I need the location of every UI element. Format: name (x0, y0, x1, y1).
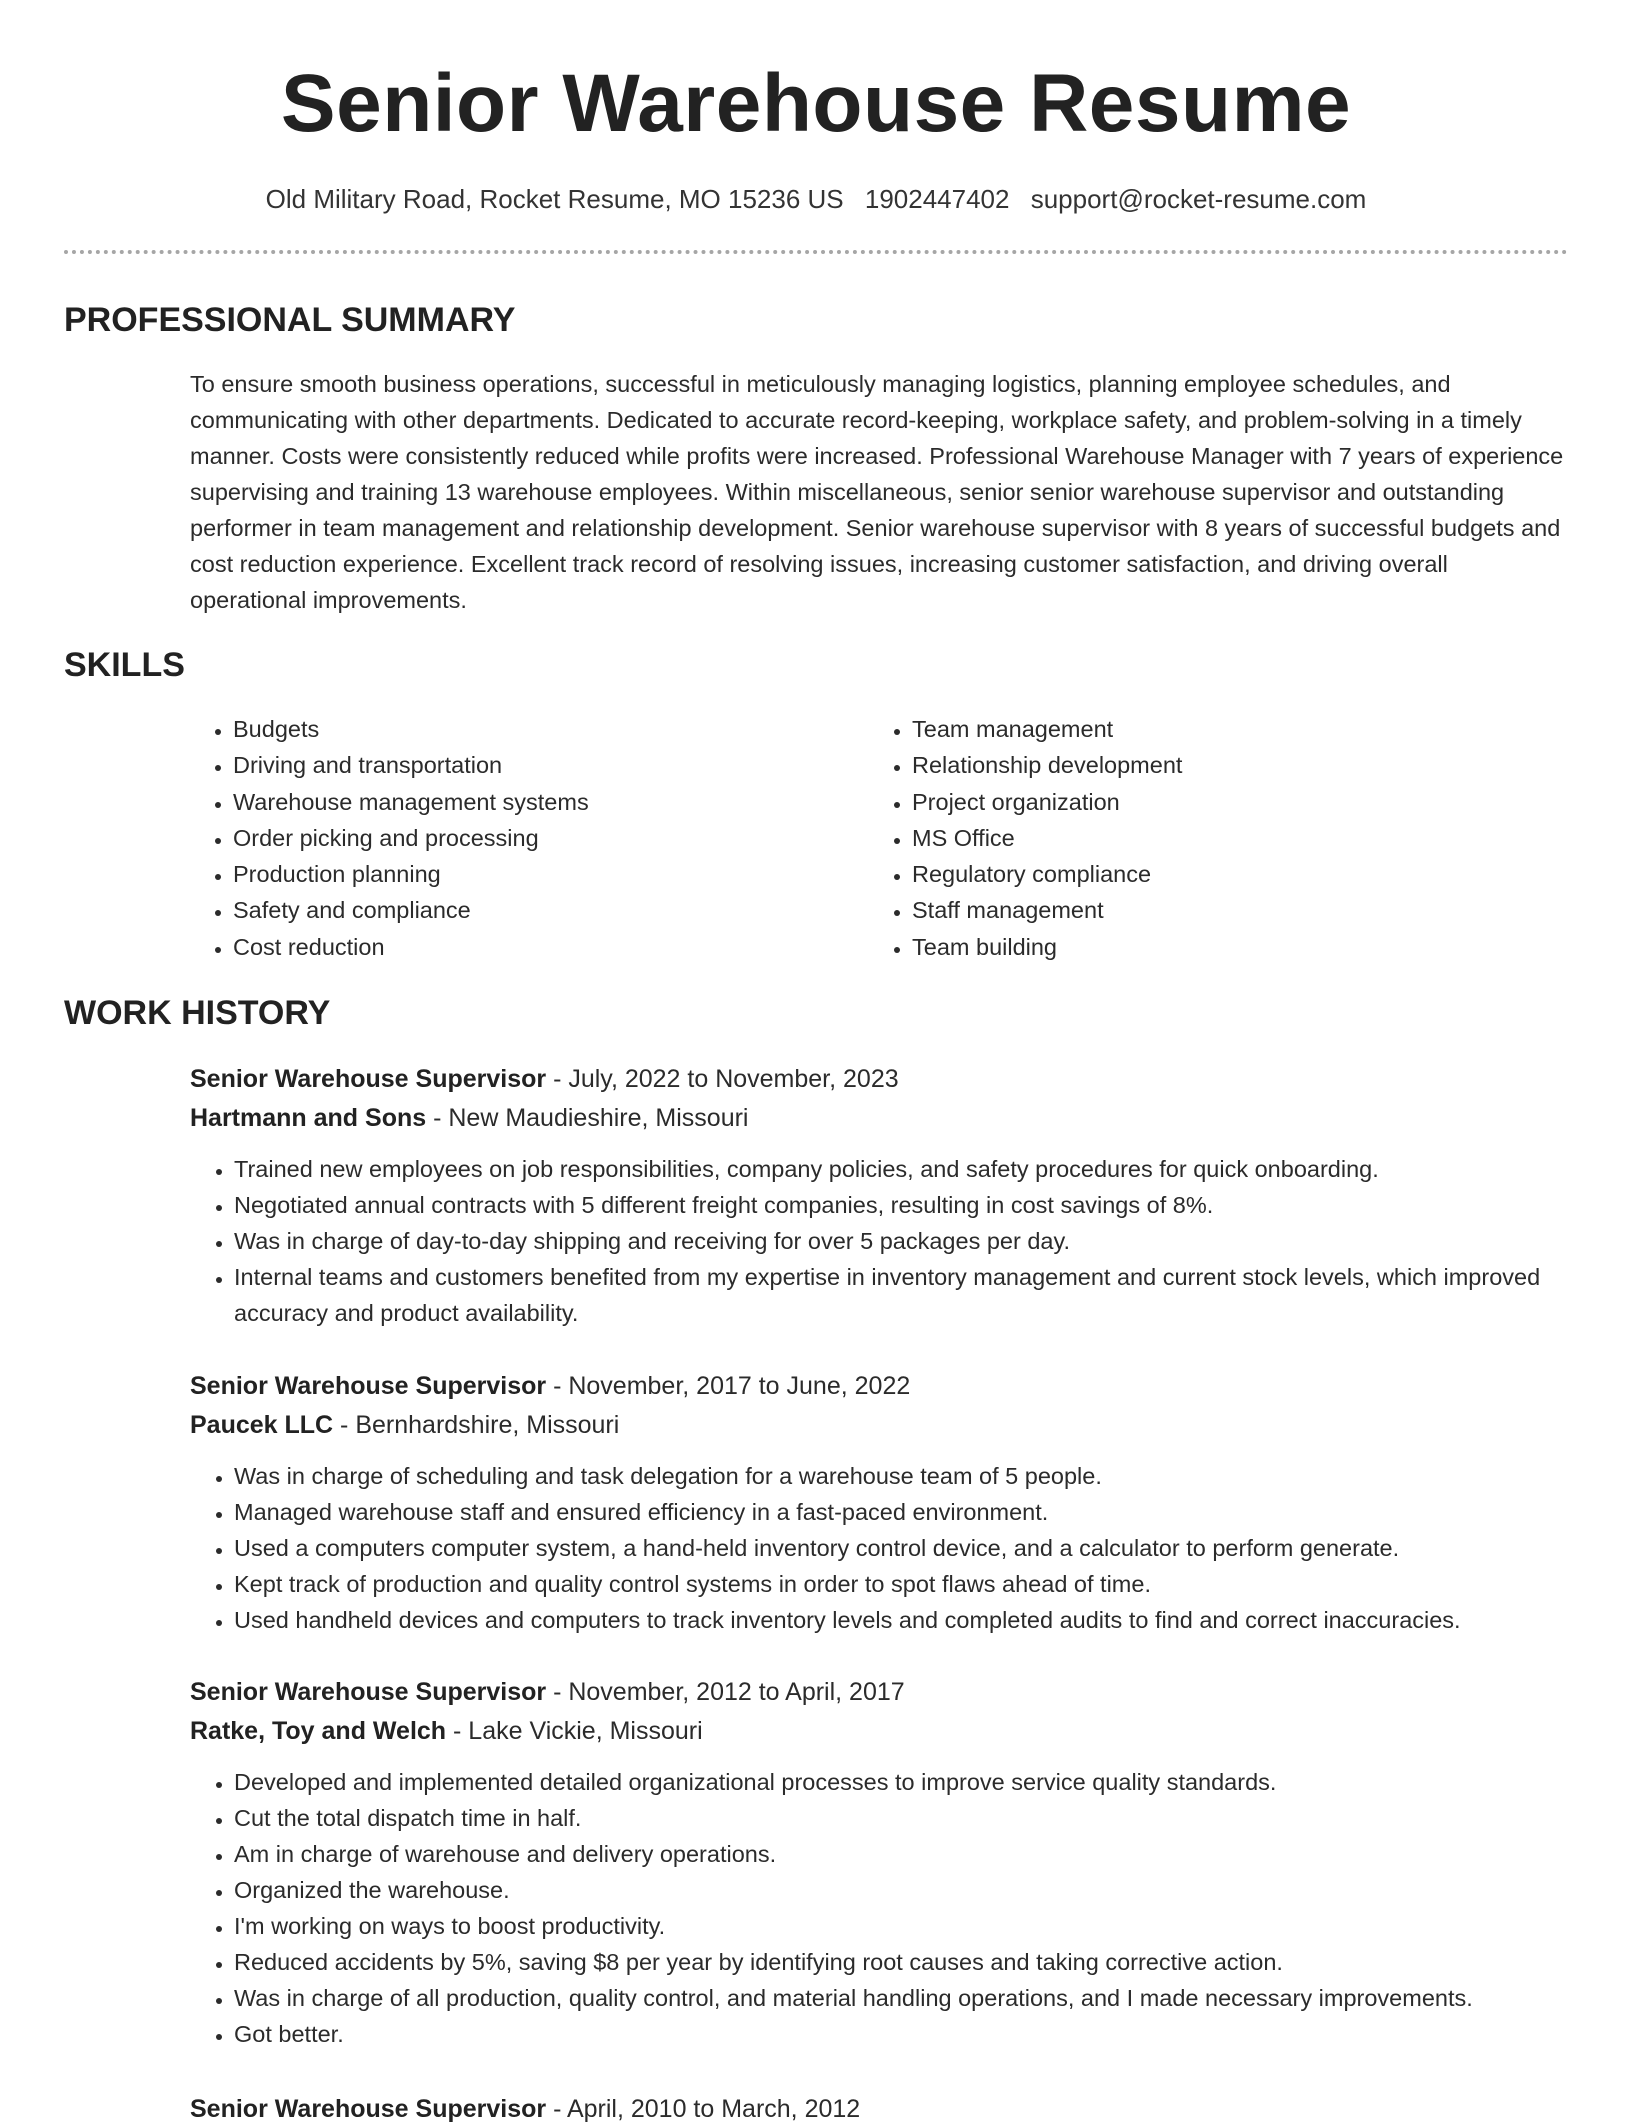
skills-list-right (868, 711, 1182, 965)
skill-item: • MS Office (912, 820, 1182, 856)
job-entry (190, 1673, 1568, 2052)
skill-item: • Production planning (233, 856, 589, 892)
job-location: - Lake Vickie, Missouri (446, 1717, 703, 1745)
section-title-summary: PROFESSIONAL SUMMARY (64, 301, 516, 339)
job-bullets (190, 1764, 1568, 2052)
skill-item: • Warehouse management systems (233, 784, 589, 820)
job-company-line (190, 1099, 1568, 1137)
job-bullet: • Used handheld devices and computers to track inventory levels and completed audits to find and correct inaccuracies. (234, 1602, 1568, 1638)
job-dates: - November, 2012 to April, 2017 (546, 1678, 905, 1706)
skill-item: • Project organization (912, 784, 1182, 820)
job-title-line (190, 2090, 1568, 2128)
contact-email: support@rocket-resume.com (1030, 184, 1367, 214)
skill-item: • Team management (912, 711, 1182, 747)
skill-item: • Staff management (912, 892, 1182, 928)
job-title: Senior Warehouse Supervisor (190, 1065, 547, 1093)
job-bullets (190, 1151, 1568, 1331)
job-bullet: • Internal teams and customers benefited from my expertise in inventory management and current stock levels, which improved accuracy and product availability. (234, 1259, 1568, 1331)
skill-item: • Team building (912, 929, 1182, 965)
job-bullet: • Cut the total dispatch time in half. (234, 1800, 1568, 1836)
section-title-skills: SKILLS (64, 646, 185, 684)
contact-address: Old Military Road, Rocket Resume, MO 15236 US (265, 184, 844, 214)
job-bullet: • Kept track of production and quality control systems in order to spot flaws ahead of time. (234, 1566, 1568, 1602)
job-bullet: • Was in charge of day-to-day shipping and receiving for over 5 packages per day. (234, 1223, 1568, 1259)
job-bullet: • Used a computers computer system, a hand-held inventory control device, and a calculator to perform generate. (234, 1530, 1568, 1566)
skill-item: • Order picking and processing (233, 820, 589, 856)
job-bullet: • Was in charge of all production, quality control, and material handling operations, and I made necessary improvements. (234, 1980, 1568, 2016)
job-title-line (190, 1673, 1568, 1711)
job-title: Senior Warehouse Supervisor (190, 1678, 547, 1706)
job-company: Ratke, Toy and Welch (190, 1717, 447, 1745)
job-bullet: • Am in charge of warehouse and delivery operations. (234, 1836, 1568, 1872)
skill-item: • Relationship development (912, 747, 1182, 783)
job-dates: - July, 2022 to November, 2023 (546, 1065, 899, 1093)
contact-line (0, 182, 1632, 216)
contact-phone: 1902447402 (864, 184, 1010, 214)
job-title-line (190, 1060, 1568, 1098)
skill-item: • Driving and transportation (233, 747, 589, 783)
job-bullet: • I'm working on ways to boost productivity. (234, 1908, 1568, 1944)
job-bullet: • Organized the warehouse. (234, 1872, 1568, 1908)
resume-title: Senior Warehouse Resume (280, 58, 1352, 149)
job-bullet: • Got better. (234, 2016, 1568, 2052)
skill-item: • Regulatory compliance (912, 856, 1182, 892)
skill-item: • Safety and compliance (233, 892, 589, 928)
job-title: Senior Warehouse Supervisor (190, 1372, 547, 1400)
job-location: - Bernhardshire, Missouri (333, 1411, 620, 1439)
job-bullet: • Developed and implemented detailed organizational processes to improve service quality standards. (234, 1764, 1568, 1800)
skill-item: • Budgets (233, 711, 589, 747)
job-entry (190, 1060, 1568, 1331)
job-location: - New Maudieshire, Missouri (426, 1104, 749, 1132)
job-company-line (190, 1712, 1568, 1750)
job-dates: - April, 2010 to March, 2012 (546, 2095, 861, 2123)
job-company: Paucek LLC (190, 1411, 334, 1439)
job-title: Senior Warehouse Supervisor (190, 2095, 547, 2123)
job-company-line (190, 1406, 1568, 1444)
job-company: Hartmann and Sons (190, 1104, 427, 1132)
job-bullets (190, 1458, 1568, 1638)
job-bullet: • Trained new employees on job responsibilities, company policies, and safety procedures for quick onboarding. (234, 1151, 1568, 1187)
job-entry (190, 2090, 1568, 2128)
skill-item: • Cost reduction (233, 929, 589, 965)
job-bullet: • Reduced accidents by 5%, saving $8 per year by identifying root causes and taking corrective action. (234, 1944, 1568, 1980)
job-bullet: • Was in charge of scheduling and task delegation for a warehouse team of 5 people. (234, 1458, 1568, 1494)
job-bullet: • Negotiated annual contracts with 5 different freight companies, resulting in cost savings of 8%. (234, 1187, 1568, 1223)
job-entry (190, 1367, 1568, 1638)
section-title-work-history: WORK HISTORY (64, 994, 331, 1032)
skills-list-left (189, 711, 589, 965)
job-dates: - November, 2017 to June, 2022 (546, 1372, 911, 1400)
job-bullet: • Managed warehouse staff and ensured efficiency in a fast-paced environment. (234, 1494, 1568, 1530)
job-title-line (190, 1367, 1568, 1405)
header-divider (64, 250, 1568, 254)
summary-text: To ensure smooth business operations, successful in meticulously managing logistics, planning employee schedules, and communicating with other departments. Dedicated to accurate record-keeping, workplace safety, and problem-solving in a timely manner. Costs were consistently reduced while profits were increased. Professional Warehouse Manager with 7 years of experience supervising and training 13 warehouse employees. Within miscellaneous, senior senior warehouse supervisor and outstanding performer in team management and relationship development. Senior warehouse supervisor with 8 years of successful budgets and cost reduction experience. Excellent track record of resolving issues, increasing customer satisfaction, and driving overall operational improvements. (190, 371, 1564, 613)
